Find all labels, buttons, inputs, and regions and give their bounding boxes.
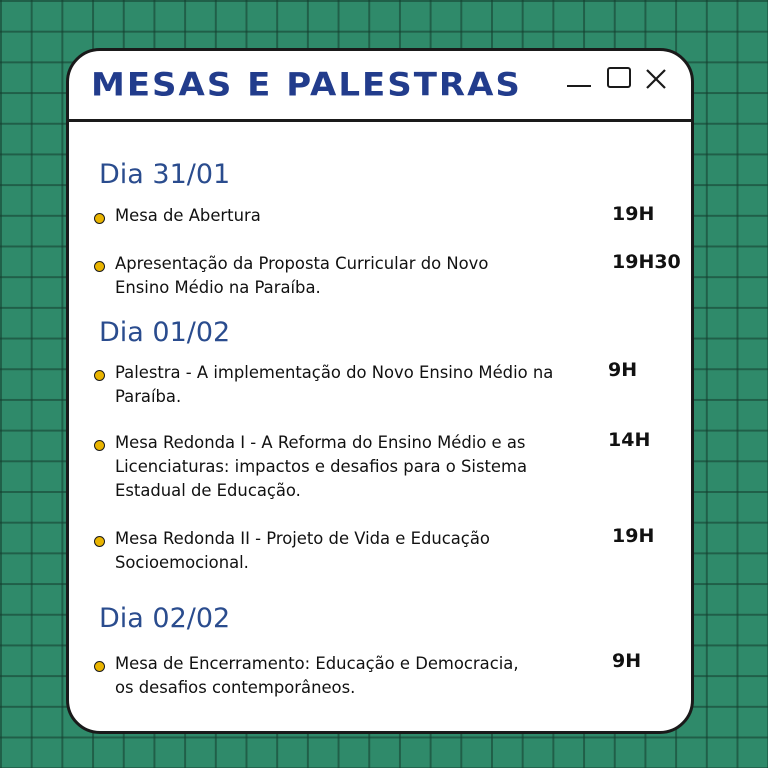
bullet-icon: [94, 370, 105, 381]
bullet-icon: [94, 536, 105, 547]
close-icon[interactable]: [644, 67, 668, 91]
schedule-window: [66, 48, 694, 734]
item-time: 14H: [608, 429, 651, 451]
bullet-icon: [94, 661, 105, 672]
item-title: Mesa de Abertura: [115, 206, 261, 225]
window-titlebar: [69, 51, 691, 122]
maximize-icon[interactable]: [607, 67, 631, 88]
item-title: Apresentação da Proposta Curricular do Novo Ensino Médio na Paraíba.: [115, 254, 489, 297]
item-title: Mesa Redonda I - A Reforma do Ensino Médio e as Licenciaturas: impactos e desafios para o Sistema Estadual de Educação.: [115, 433, 527, 500]
item-time: 19H30: [612, 251, 681, 273]
item-time: 19H: [612, 203, 655, 225]
item-time: 9H: [612, 650, 642, 672]
item-title: Mesa Redonda II - Projeto de Vida e Educação Socioemocional.: [115, 529, 490, 572]
item-time: 19H: [612, 525, 655, 547]
bullet-icon: [94, 440, 105, 451]
bullet-icon: [94, 261, 105, 272]
day-heading-02-02: Dia 02/02: [99, 603, 231, 634]
item-title: Palestra - A implementação do Novo Ensino Médio na Paraíba.: [115, 363, 554, 406]
window-title: MESAS E PALESTRAS: [91, 66, 522, 104]
item-time: 9H: [608, 359, 638, 381]
day-heading-31-01: Dia 31/01: [99, 159, 231, 190]
bullet-icon: [94, 213, 105, 224]
day-heading-01-02: Dia 01/02: [99, 317, 231, 348]
minimize-icon[interactable]: [567, 67, 593, 87]
item-title: Mesa de Encerramento: Educação e Democracia, os desafios contemporâneos.: [115, 654, 519, 697]
